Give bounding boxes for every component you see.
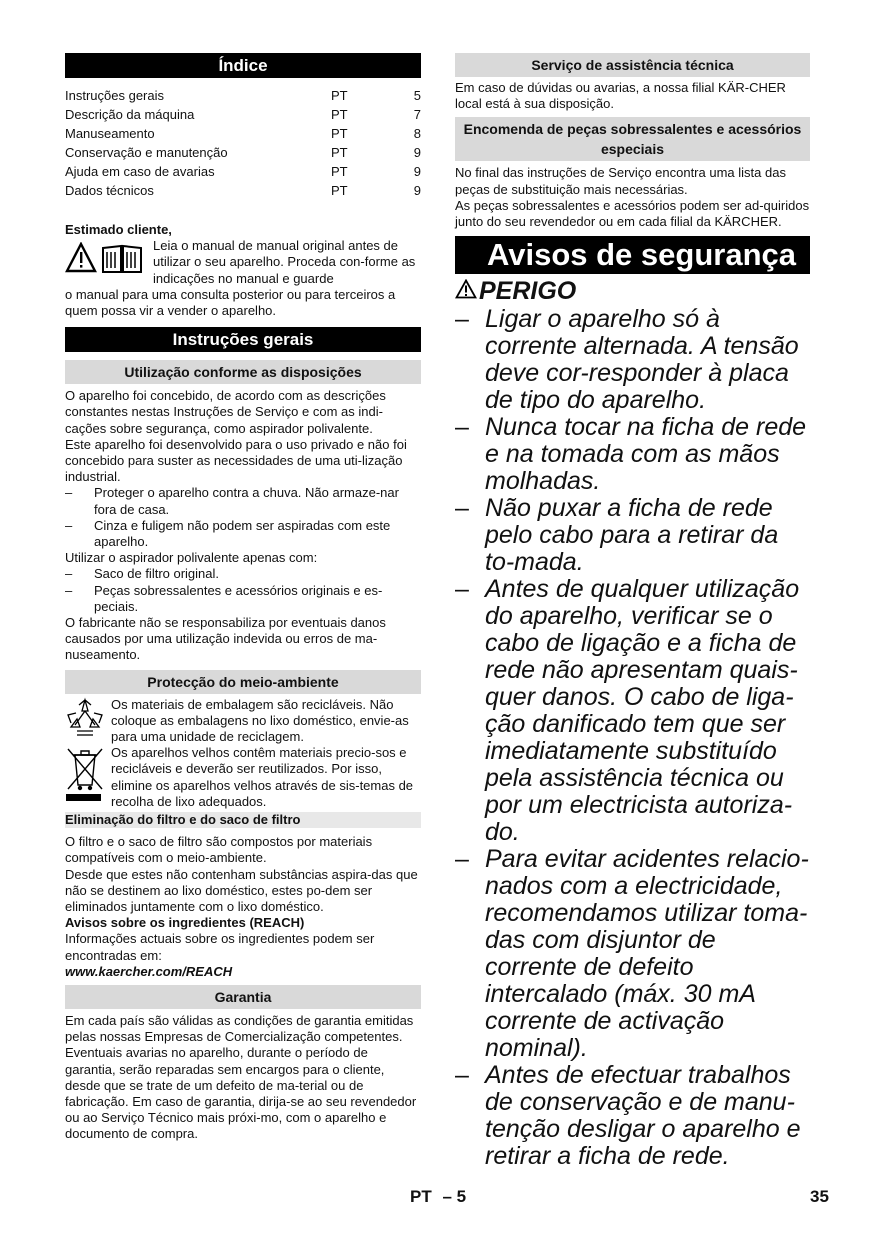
recycle-icon [65,697,111,746]
env-title: Protecção do meio-ambiente [65,670,421,694]
list-item: – Para evitar acidentes relacio-nados com a electricidade, recomendamos utilizar toma-das com disjuntor de corrente de defeito intercalado (máx. 30 mA corrente de activação nominal). [455,845,809,1063]
list-item: – Nunca tocar na ficha de rede e na tomada com as mãos molhadas. [455,413,807,496]
use-title: Utilização conforme as disposições [65,360,421,384]
page-number: 35 [810,1187,829,1206]
general-title: Instruções gerais [65,327,421,352]
list-item: – Antes de qualquer utilização do aparelho, verificar se o cabo de ligação e a ficha de rede não apresentam quais-quer danos. O cabo de liga-ção danificado tem que ser imediatamente substituído pela assistência técnica ou por um electricista autoriza-do. [455,575,800,847]
list-item: – Peças sobressalentes e acessórios originais e es-peciais. [65,582,383,614]
danger-label: PERIGO [479,277,577,306]
filter-title: Eliminação do filtro e do saco de filtro [65,812,421,828]
toc-row[interactable] [65,86,421,105]
toc-row-lang: PT [331,88,348,103]
toc-row-page: 9 [413,145,421,160]
footer-dash: – [442,1187,452,1206]
right-column [455,53,810,1170]
toc-row-lang: PT [331,107,348,122]
crossed-bin-icon [65,745,111,810]
toc-row-lang: PT [331,126,348,141]
recycle-text: Os materiais de embalagem são recicláveis. Não coloque as embalagens no lixo doméstico, envie-as para uma unidade de reciclagem. [111,696,409,745]
list-item: – Ligar o aparelho só à corrente alternada. A tensão deve cor-responder à placa de tipo do aparelho. [455,305,799,415]
list-item: – Saco de filtro original. [65,566,220,582]
manual-warning-icon [65,238,153,287]
toc-row-page: 7 [413,107,421,122]
use-paragraph: O fabricante não se responsabiliza por eventuais danos causados por uma utilização indevida ou erros de ma-nuseamento. [65,615,386,663]
toc-row[interactable] [65,162,421,181]
weee-row [65,745,421,810]
warning-triangle-icon [455,276,479,306]
parts-paragraph: No final das instruções de Serviço encontra uma lista das peças de substituição mais necessárias. [455,165,786,197]
reach-link[interactable]: www.kaercher.com/REACH [65,963,233,979]
left-column [65,53,421,1143]
list-item: – Antes de efectuar trabalhos de conservação e de manu-tenção desligar o aparelho e retirar a ficha de rede. [455,1061,801,1171]
warranty-text: Em cada país são válidas as condições de garantia emitidas pelas nossas Empresas de Comercialização competentes. Eventuais avarias no aparelho, durante o período de garantia, serão reparadas sem encargos para o cliente, desde que se trate de um defeito de ma-terial ou de fabricação. Em caso de garantia, dirija-se ao seu revendedor ou ao Serviço Técnico mais próxi-mo, com o aparelho e documento de compra. [65,1012,417,1142]
intro-text-full: o manual para uma consulta posterior ou para terceiros a quem possa vir a vender o aparelho. [65,286,396,319]
use-paragraph: O aparelho foi concebido, de acordo com as descrições constantes nestas Instruções de Serviço e com as indi-cações sobre segurança, como aspirador polivalente. [65,388,386,436]
danger-heading [455,276,810,306]
toc-row-page: 5 [413,88,421,103]
parts-title: Encomenda de peças sobressalentes e acessórios especiais [455,117,810,161]
safety-list [455,306,810,1170]
footer-section-label [410,1187,466,1207]
toc-list [65,86,421,200]
intro-row [65,238,421,287]
toc-row[interactable] [65,143,421,162]
toc-row[interactable] [65,181,421,200]
parts-paragraph: As peças sobressalentes e acessórios podem ser ad-quiridos junto do seu revendedor ou em cada filial da KÄRCHER. [455,197,810,230]
intro-section [65,222,421,319]
toc-row-title: Descrição da máquina [65,107,195,122]
warranty-title: Garantia [65,985,421,1009]
reach-paragraph: Informações actuais sobre os ingredientes podem ser encontradas em: [65,931,375,963]
safety-title: Avisos de segurança [455,236,810,274]
filter-section [65,834,421,980]
toc-row-title: Manuseamento [65,126,155,141]
footer-lang: PT [410,1187,432,1206]
recycle-row [65,697,421,746]
use-paragraph: Este aparelho foi desenvolvido para o uso privado e não foi concebido para suster as necessidades de uma uti-lização industrial. [65,436,407,485]
toc-row-lang: PT [331,164,348,179]
use-section [65,388,421,663]
list-item: – Não puxar a ficha de rede pelo cabo para a retirar da to-mada. [455,494,779,577]
toc-row-lang: PT [331,145,348,160]
toc-row-title: Instruções gerais [65,88,164,103]
use-paragraph: Utilizar o aspirador polivalente apenas com: [65,550,318,566]
service-text: Em caso de dúvidas ou avarias, a nossa filial KÄR-CHER local está à sua disposição. [455,80,786,112]
toc-title: Índice [65,53,421,78]
weee-text: Os aparelhos velhos contêm materiais precio-sos e recicláveis e deverão ser reutilizados. Por isso, elimine os aparelhos velhos através de sis-temas de recolha de lixo adequados. [111,745,414,809]
toc-row-title: Dados técnicos [65,183,154,198]
reach-title: Avisos sobre os ingredientes (REACH) [65,915,305,931]
filter-paragraph: O filtro e o saco de filtro são compostos por materiais compatíveis com o meio-ambiente. [65,834,373,866]
intro-text-side: Leia o manual de manual original antes de utilizar o seu aparelho. Proceda con-forme as indicações no manual e guarde [153,238,416,286]
filter-paragraph: Desde que estes não contenham substâncias aspira-das que não se destinem ao lixo doméstico, estes po-dem ser eliminados juntamente com o lixo doméstico. [65,866,418,914]
toc-row[interactable] [65,124,421,143]
service-title: Serviço de assistência técnica [455,53,810,77]
toc-row-page: 9 [413,183,421,198]
toc-row-lang: PT [331,183,348,198]
greeting: Estimado cliente, [65,222,172,237]
list-item: – Proteger o aparelho contra a chuva. Não armaze-nar fora de casa. [65,485,399,517]
toc-row-page: 8 [413,126,421,141]
toc-row-page: 9 [413,164,421,179]
toc-row[interactable] [65,105,421,124]
toc-row-title: Ajuda em caso de avarias [65,164,215,179]
parts-section [455,165,810,230]
toc-row-title: Conservação e manutenção [65,145,228,160]
list-item: – Cinza e fuligem não podem ser aspiradas com este aparelho. [65,517,391,550]
footer-section-page: 5 [456,1187,467,1206]
